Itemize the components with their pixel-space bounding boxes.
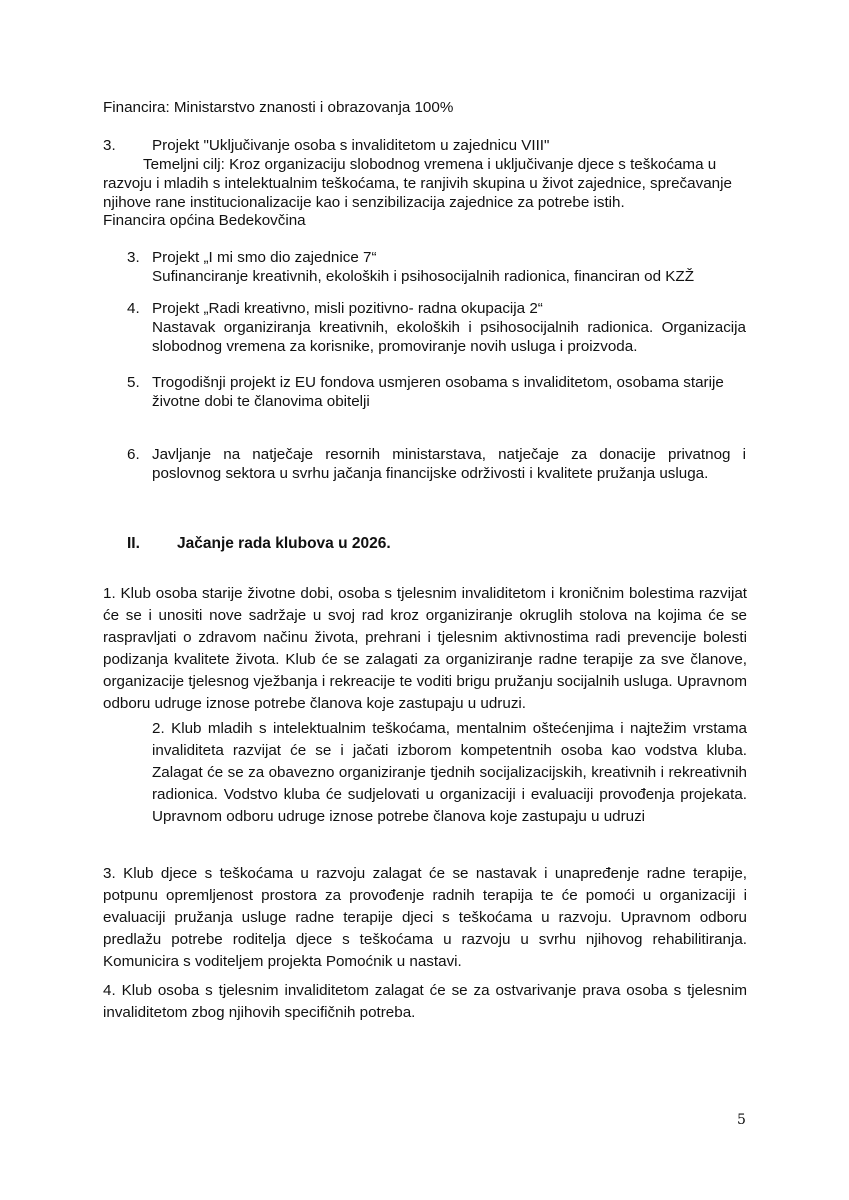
project-number: 3. xyxy=(127,249,140,266)
project-line: Nastavak organiziranja kreativnih, ekoloških i psihosocijalnih radionica. Organizacija xyxy=(152,319,746,336)
project-line: Projekt „I mi smo dio zajednice 7“ xyxy=(152,249,377,266)
project3-funding: Financira općina Bedekovčina xyxy=(103,212,306,229)
club-paragraph: 3. Klub djece s teškoćama u razvoju zalagat će se nastavak i unapređenje radne terapije, potpunu opremljenost prostora za provođenje radnih terapija te će pomoći u organizaciji i evaluaciji pružanja usluge radne terapije djeci s teškoćama u razvoju. Upravnom odboru predlažu potrebe roditelja djece s teškoćama u razvoju u svrhu njihovog rehabilitiranja. Komunicira s voditeljem projekta Pomoćnik u nastavi. xyxy=(103,865,747,970)
project3-number: 3. xyxy=(103,137,116,154)
project-line: poslovnog sektora u svrhu jačanja financijske održivosti i kvalitete pružanja usluga. xyxy=(152,465,709,482)
project-line: slobodnog vremena za korisnike, promoviranje novih usluga i proizvoda. xyxy=(152,338,638,355)
project3-goal-line: njihove rane institucionalizacije kao i senzibilizacija zajednice za potrebe istih. xyxy=(103,194,625,211)
club-paragraph: 2. Klub mladih s intelektualnim teškoćama, mentalnim oštećenjima i najtežim vrstama invaliditeta razvijat će se i jačati izborom kompetentnih osoba kao vodstva kluba. Zalagat će se za obavezno organiziranje tjednih socijalizacijskih, kreativnih i rekreativnih radionica. Vodstvo kluba će sudjelovati u organizaciji i evaluaciji provođenja projekata. Upravnom odboru udruge iznose potrebe članova koje zastupaju u udruzi xyxy=(152,720,747,825)
project-line: Projekt „Radi kreativno, misli pozitivno- radna okupacija 2“ xyxy=(152,300,543,317)
project-line: Trogodišnji projekt iz EU fondova usmjeren osobama s invaliditetom, osobama starije xyxy=(152,374,724,391)
project-line: Sufinanciranje kreativnih, ekoloških i psihosocijalnih radionica, financiran od KZŽ xyxy=(152,268,694,285)
project-number: 5. xyxy=(127,374,140,391)
project-number: 4. xyxy=(127,300,140,317)
section-title: Jačanje rada klubova u 2026. xyxy=(177,535,391,552)
section-number: II. xyxy=(127,535,140,552)
club-paragraph: 4. Klub osoba s tjelesnim invaliditetom zalagat će se za ostvarivanje prava osoba s tjelesnim invaliditetom zbog njihovih specifičnih potreba. xyxy=(103,982,747,1021)
project-number: 6. xyxy=(127,446,140,463)
project-line: Javljanje na natječaje resornih ministarstava, natječaje za donacije privatnog i xyxy=(152,446,746,463)
funding-line: Financira: Ministarstvo znanosti i obrazovanja 100% xyxy=(103,99,454,116)
project3-goal-line: razvoju i mladih s intelektualnim teškoćama, te ranjivih skupina u život zajednice, sprečavanje xyxy=(103,175,732,192)
project3-title: Projekt "Uključivanje osoba s invaliditetom u zajednicu VIII" xyxy=(152,137,550,154)
page-number: 5 xyxy=(737,1112,746,1128)
club-paragraph: 1. Klub osoba starije životne dobi, osoba s tjelesnim invaliditetom i kroničnim bolestima razvijat će se i unositi nove sadržaje u svoj rad kroz organiziranje okruglih stolova na kojima će se raspravljati o zdravom načinu života, prehrani i tjelesnim aktivnostima radi prevencije bolesti podizanja kvalitete života. Klub će se zalagati za organiziranje radne terapije za sve članove, organizacije tjelesnog vježbanja i rekreacije te voditi brigu pružanju socijalnih usluga. Upravnom odboru udruge iznose potrebe članova koje zastupaju u udruzi. xyxy=(103,585,747,712)
project3-goal-line: Temeljni cilj: Kroz organizaciju slobodnog vremena i uključivanje djece s teškoćama u xyxy=(143,156,717,173)
project-line: životne dobi te članovima obitelji xyxy=(152,393,370,410)
